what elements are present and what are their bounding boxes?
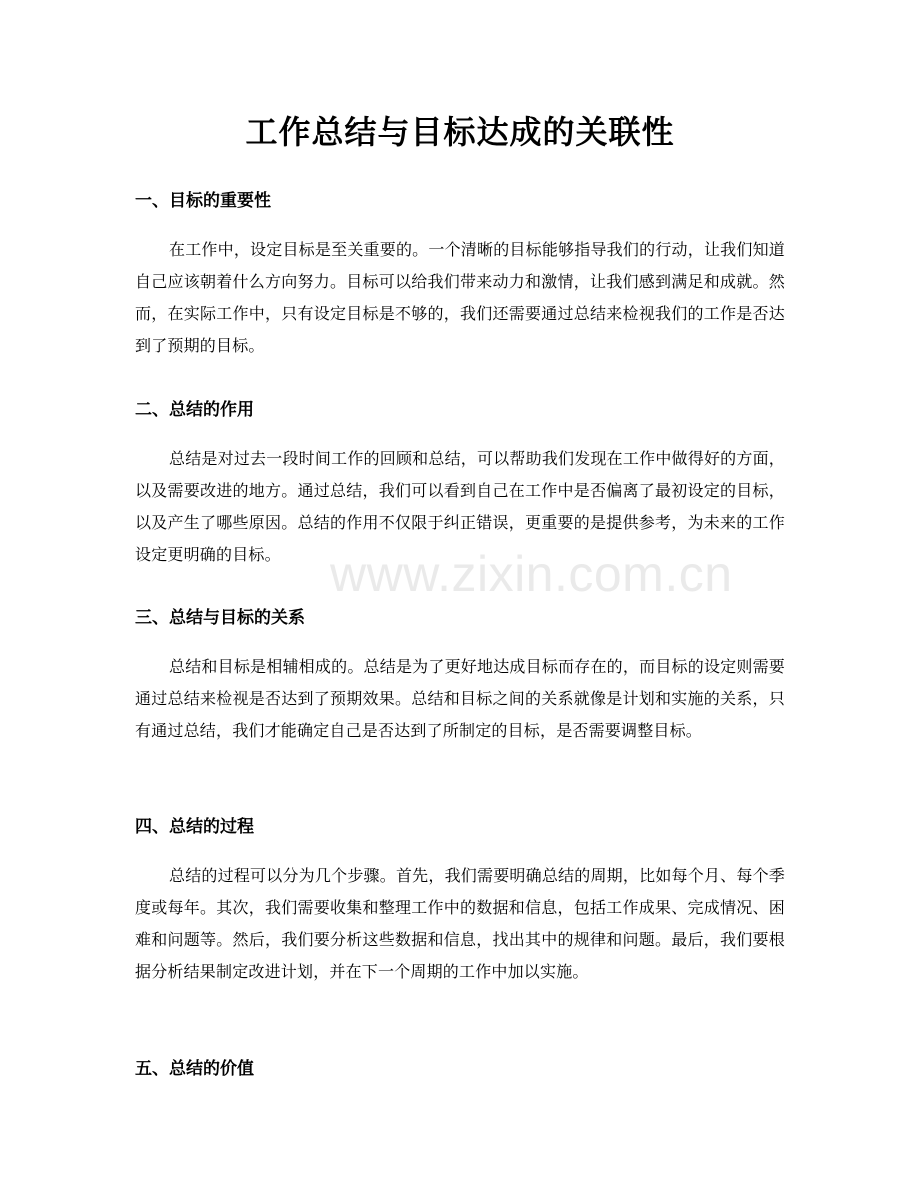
section-paragraph-summary-goal-relation: 总结和目标是相辅相成的。总结是为了更好地达成目标而存在的，而目标的设定则需要通过总结来检视是否达到了预期效果。总结和目标之间的关系就像是计划和实施的关系，只有通过总结，我们才能确定自己是否达到了所制定的目标，是否需要调整目标。 — [135, 657, 785, 740]
section-paragraph-summary-process: 总结的过程可以分为几个步骤。首先，我们需要明确总结的周期，比如每个月、每个季度或每年。其次，我们需要收集和整理工作中的数据和信息，包括工作成果、完成情况、困难和问题等。然后，我们要分析这些数据和信息，找出其中的规律和问题。最后，我们要根据分析结果制定改进计划，并在下一个周期的工作中加以实施。 — [135, 866, 785, 981]
section-heading-summary-role: 二、总结的作用 — [135, 400, 254, 420]
section-paragraph-summary-role: 总结是对过去一段时间工作的回顾和总结，可以帮助我们发现在工作中做得好的方面，以及需要改进的地方。通过总结，我们可以看到自己在工作中是否偏离了最初设定的目标，以及产生了哪些原因。总结的作用不仅限于纠正错误，更重要的是提供参考，为未来的工作设定更明确的目标。 — [135, 449, 785, 564]
watermark-text: www.zixin.com.cn — [330, 546, 733, 602]
section-heading-summary-goal-relation: 三、总结与目标的关系 — [135, 608, 305, 628]
section-heading-summary-process: 四、总结的过程 — [135, 817, 254, 837]
page-title: 工作总结与目标达成的关联性 — [245, 113, 675, 151]
section-heading-summary-value: 五、总结的价值 — [135, 1059, 254, 1079]
section-heading-goal-importance: 一、目标的重要性 — [135, 191, 271, 211]
section-paragraph-goal-importance: 在工作中，设定目标是至关重要的。一个清晰的目标能够指导我们的行动，让我们知道自己应该朝着什么方向努力。目标可以给我们带来动力和激情，让我们感到满足和成就。然而，在实际工作中，只有设定目标是不够的，我们还需要通过总结来检视我们的工作是否达到了预期的目标。 — [135, 240, 785, 355]
